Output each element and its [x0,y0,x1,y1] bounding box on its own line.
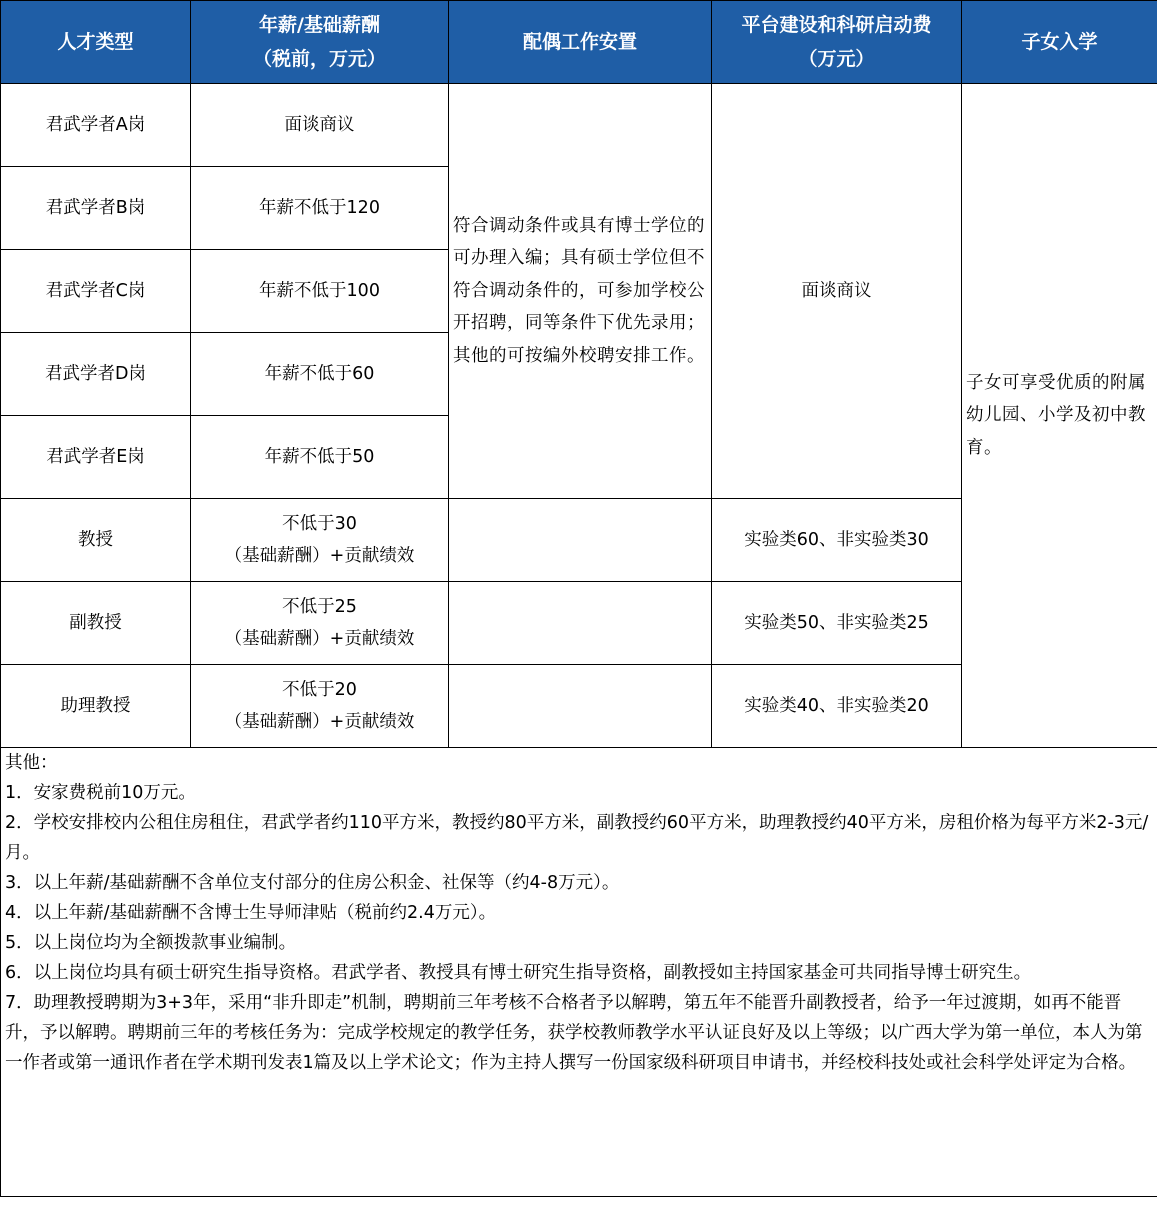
row-spouse-associate [449,582,712,665]
note-item: 5．以上岗位均为全额拨款事业编制。 [5,933,297,953]
row-type-associate: 副教授 [1,582,191,665]
header-spouse: 配偶工作安置 [449,1,712,84]
note-item: 1．安家费税前10万元。 [5,783,196,803]
row-type-professor: 教授 [1,499,191,582]
row-type-b: 君武学者B岗 [1,167,191,250]
note-item: 7．助理教授聘期为3+3年，采用“非升即走”机制，聘期前三年考核不合格者予以解聘，第五年不能晋升副教授者，给予一年过渡期，如再不能晋升，予以解聘。聘期前三年的考核任务为：完成学校规定的教学任务，获学校教师教学水平认证良好及以上等级；以广西大学为第一单位，本人为第一作者或第一通讯作者在学术期刊发表1篇及以上学术论文；作为主持人撰写一份国家级科研项目申请书，并经校科技处或社会科学处评定为合格。 [5,993,1143,1073]
header-salary: 年薪/基础薪酬 （税前，万元） [191,1,449,84]
note-item: 6．以上岗位均具有硕士研究生指导资格。君武学者、教授具有博士研究生指导资格，副教授如主持国家基金可共同指导博士研究生。 [5,963,1032,983]
platform-merged-cell: 面谈商议 [712,84,962,499]
note-item: 2．学校安排校内公租住房租住，君武学者约110平方米，教授约80平方米，副教授约60平方米，助理教授约40平方米，房租价格为每平方米2-3元/月。 [5,813,1149,863]
row-salary-a: 面谈商议 [191,84,449,167]
row-type-assistant: 助理教授 [1,665,191,748]
row-type-c: 君武学者C岗 [1,250,191,333]
row-spouse-professor [449,499,712,582]
note-item: 3．以上年薪/基础薪酬不含单位支付部分的住房公积金、社保等（约4-8万元）。 [5,873,620,893]
row-salary-b: 年薪不低于120 [191,167,449,250]
row-salary-assistant: 不低于20 （基础薪酬）+贡献绩效 [191,665,449,748]
table-row [1,84,1157,167]
row-salary-e: 年薪不低于50 [191,416,449,499]
spouse-merged-cell: 符合调动条件或具有博士学位的可办理入编；具有硕士学位但不符合调动条件的，可参加学校公开招聘，同等条件下优先录用；其他的可按编外校聘安排工作。 [449,84,712,499]
row-type-d: 君武学者D岗 [1,333,191,416]
row-salary-professor: 不低于30 （基础薪酬）+贡献绩效 [191,499,449,582]
row-platform-associate: 实验类50、非实验类25 [712,582,962,665]
header-talent-type: 人才类型 [1,1,191,84]
row-salary-associate: 不低于25 （基础薪酬）+贡献绩效 [191,582,449,665]
notes-row [1,748,1157,1197]
children-merged-cell: 子女可享受优质的附属幼儿园、小学及初中教育。 [962,84,1157,748]
header-row [1,1,1157,84]
header-platform: 平台建设和科研启动费 （万元） [712,1,962,84]
row-salary-c: 年薪不低于100 [191,250,449,333]
notes-title: 其他： [5,753,58,773]
header-children: 子女入学 [962,1,1157,84]
note-item: 4．以上年薪/基础薪酬不含博士生导师津贴（税前约2.4万元）。 [5,903,497,923]
row-spouse-assistant [449,665,712,748]
row-type-a: 君武学者A岗 [1,84,191,167]
notes-cell [1,748,1157,1197]
row-platform-professor: 实验类60、非实验类30 [712,499,962,582]
row-salary-d: 年薪不低于60 [191,333,449,416]
row-platform-assistant: 实验类40、非实验类20 [712,665,962,748]
row-type-e: 君武学者E岗 [1,416,191,499]
